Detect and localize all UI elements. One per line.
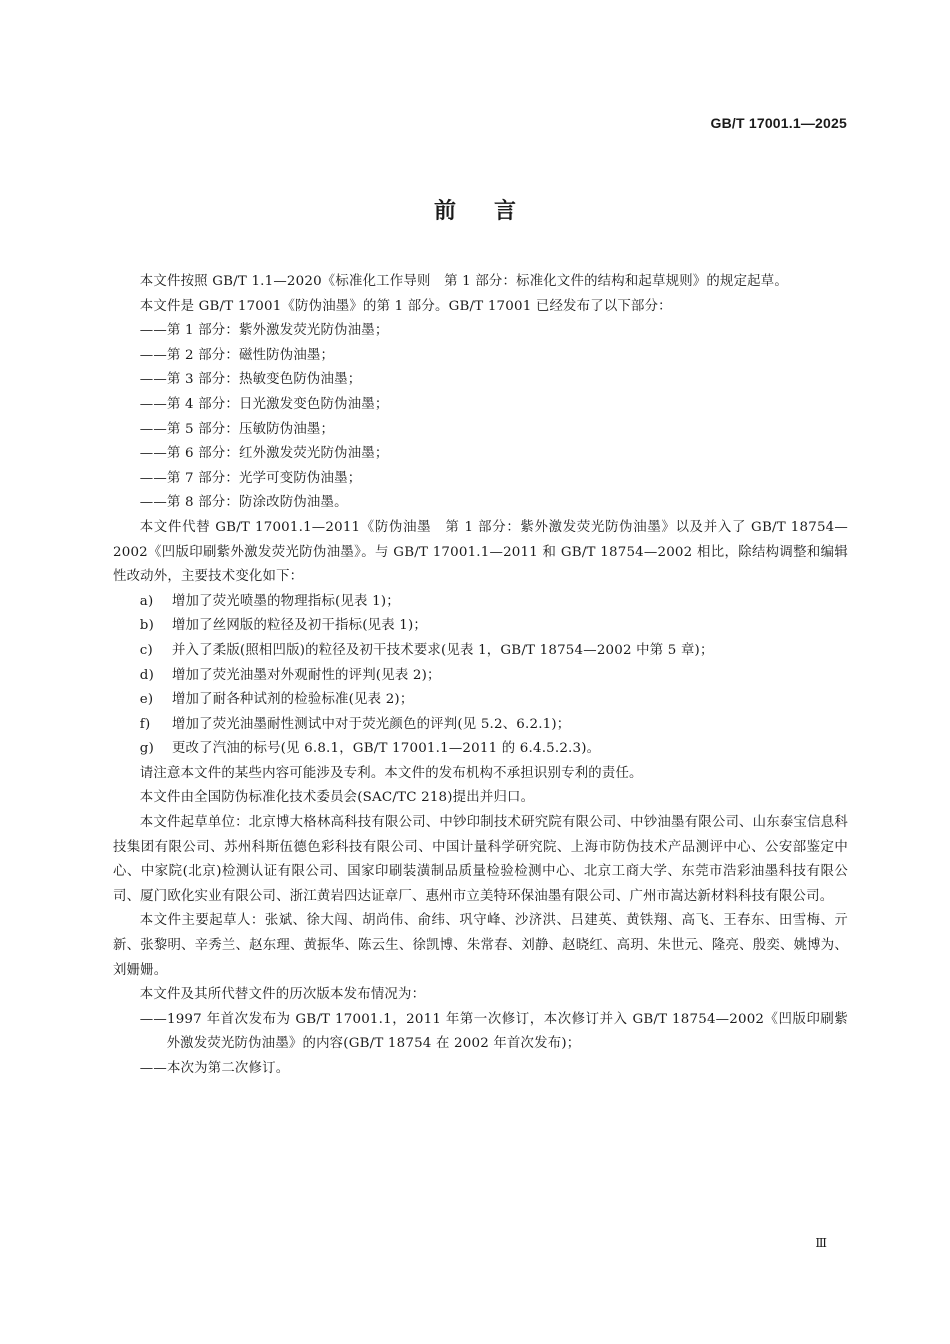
- item-text: 更改了汽油的标号(见 6.8.1，GB/T 17001.1—2011 的 6.4.5.2.3)。: [171, 741, 601, 757]
- item-text: 增加了丝网版的粒径及初干指标(见表 1)；: [171, 618, 428, 634]
- paragraph-drafting-units: 本文件起草单位：北京博大格林高科技有限公司、中钞印制技术研究院有限公司、中钞油墨有限公司、山东泰宝信息科技集团有限公司、苏州科斯伍德色彩科技有限公司、中国计量科学研究院、上海市防伪技术产品测评中心、公安部鉴定中心、中家院(北京)检测认证有限公司、国家印刷装潢制品质量检验检测中心、北京工商大学、东莞市浩彩油墨科技有限公司、厦门欧化实业有限公司、浙江黄岩四达证章厂、惠州市立美特环保油墨有限公司、广州市嵩达新材料科技有限公司。: [113, 815, 848, 904]
- item-marker: a): [139, 593, 154, 609]
- list-item: ——第 7 部分：光学可变防伪油墨；: [139, 470, 362, 486]
- parts-list: [113, 319, 848, 516]
- list-item: [113, 639, 848, 664]
- paragraph-drafting-rules: 本文件按照 GB/T 1.1—2020《标准化工作导则 第 1 部分：标准化文件的结构和起草规则》的规定起草。: [139, 274, 788, 289]
- technical-changes-list: [113, 590, 848, 762]
- list-item: ——第 6 部分：红外激发荧光防伪油墨；: [139, 446, 389, 462]
- list-item: ——第 8 部分：防涂改防伪油墨。: [139, 495, 348, 511]
- item-marker: e): [139, 692, 154, 708]
- foreword-body: [113, 270, 848, 1082]
- paragraph-drafters: 本文件主要起草人：张斌、徐大闯、胡尚伟、俞纬、巩守峰、沙济洪、吕建英、黄铁翔、高飞、王春东、田雪梅、亓新、张黎明、辛秀兰、赵东理、黄振华、陈云生、徐凯博、朱常春、刘静、赵晓红、高玥、朱世元、隆亮、殷奕、姚博为、刘姗姗。: [113, 913, 848, 978]
- paragraph-series-intro: 本文件是 GB/T 17001《防伪油墨》的第 1 部分。GB/T 17001 已经发布了以下部分：: [139, 298, 672, 314]
- paragraph-replacement: 本文件代替 GB/T 17001.1—2011《防伪油墨 第 1 部分：紫外激发荧光防伪油墨》以及并入了 GB/T 18754—2002《凹版印刷紫外激发荧光防伪油墨》。与 GB/T 17001.1—2011 和 GB/T 18754—2002 相比，除结构调整和编辑性改动外，主要技术变化如下：: [113, 519, 848, 585]
- standard-code: GB/T 17001.1—2025: [710, 115, 847, 131]
- paragraph-history-intro: 本文件及其所代替文件的历次版本发布情况为：: [139, 987, 426, 1003]
- list-item: ——第 4 部分：日光激发变色防伪油墨；: [139, 396, 389, 412]
- item-text: 增加了荧光油墨对外观耐性的评判(见表 2)；: [171, 667, 441, 683]
- item-marker: b): [139, 618, 154, 634]
- item-text: 增加了荧光喷墨的物理指标(见表 1)；: [171, 593, 400, 609]
- list-item: [113, 664, 848, 689]
- list-item: [113, 590, 848, 615]
- paragraph-committee: 本文件由全国防伪标准化技术委员会(SAC/TC 218)提出并归口。: [139, 790, 535, 806]
- item-marker: d): [139, 667, 154, 683]
- item-text: 并入了柔版(照相凹版)的粒径及初干技术要求(见表 1，GB/T 18754—2002 中第 5 章)；: [171, 642, 714, 658]
- item-text: 增加了耐各种试剂的检验标准(见表 2)；: [171, 692, 414, 708]
- list-item: [113, 688, 848, 713]
- item-text: 增加了荧光油墨耐性测试中对于荧光颜色的评判(见 5.2、6.2.1)；: [171, 716, 571, 732]
- list-item: [113, 737, 848, 762]
- item-marker: f): [139, 716, 151, 732]
- list-item: ——第 1 部分：紫外激发荧光防伪油墨；: [139, 323, 389, 339]
- item-marker: g): [139, 741, 154, 757]
- page-number: Ⅲ: [815, 1236, 827, 1250]
- list-item: ——本次为第二次修订。: [139, 1061, 290, 1076]
- page-title: 前言: [433, 199, 554, 224]
- list-item: ——第 2 部分：磁性防伪油墨；: [139, 347, 335, 363]
- paragraph-patent-notice: 请注意本文件的某些内容可能涉及专利。本文件的发布机构不承担识别专利的责任。: [139, 765, 643, 781]
- list-item: [113, 713, 848, 738]
- list-item: ——第 3 部分：热敏变色防伪油墨；: [139, 372, 362, 388]
- list-item: ——第 5 部分：压敏防伪油墨；: [139, 421, 335, 437]
- item-marker: c): [139, 642, 153, 658]
- list-item: ——1997 年首次发布为 GB/T 17001.1，2011 年第一次修订，本次修订并入 GB/T 18754—2002《凹版印刷紫外激发荧光防伪油墨》的内容(GB/T 18754 在 2002 年首次发布)；: [139, 1011, 848, 1052]
- history-list: [113, 1008, 848, 1082]
- list-item: [113, 614, 848, 639]
